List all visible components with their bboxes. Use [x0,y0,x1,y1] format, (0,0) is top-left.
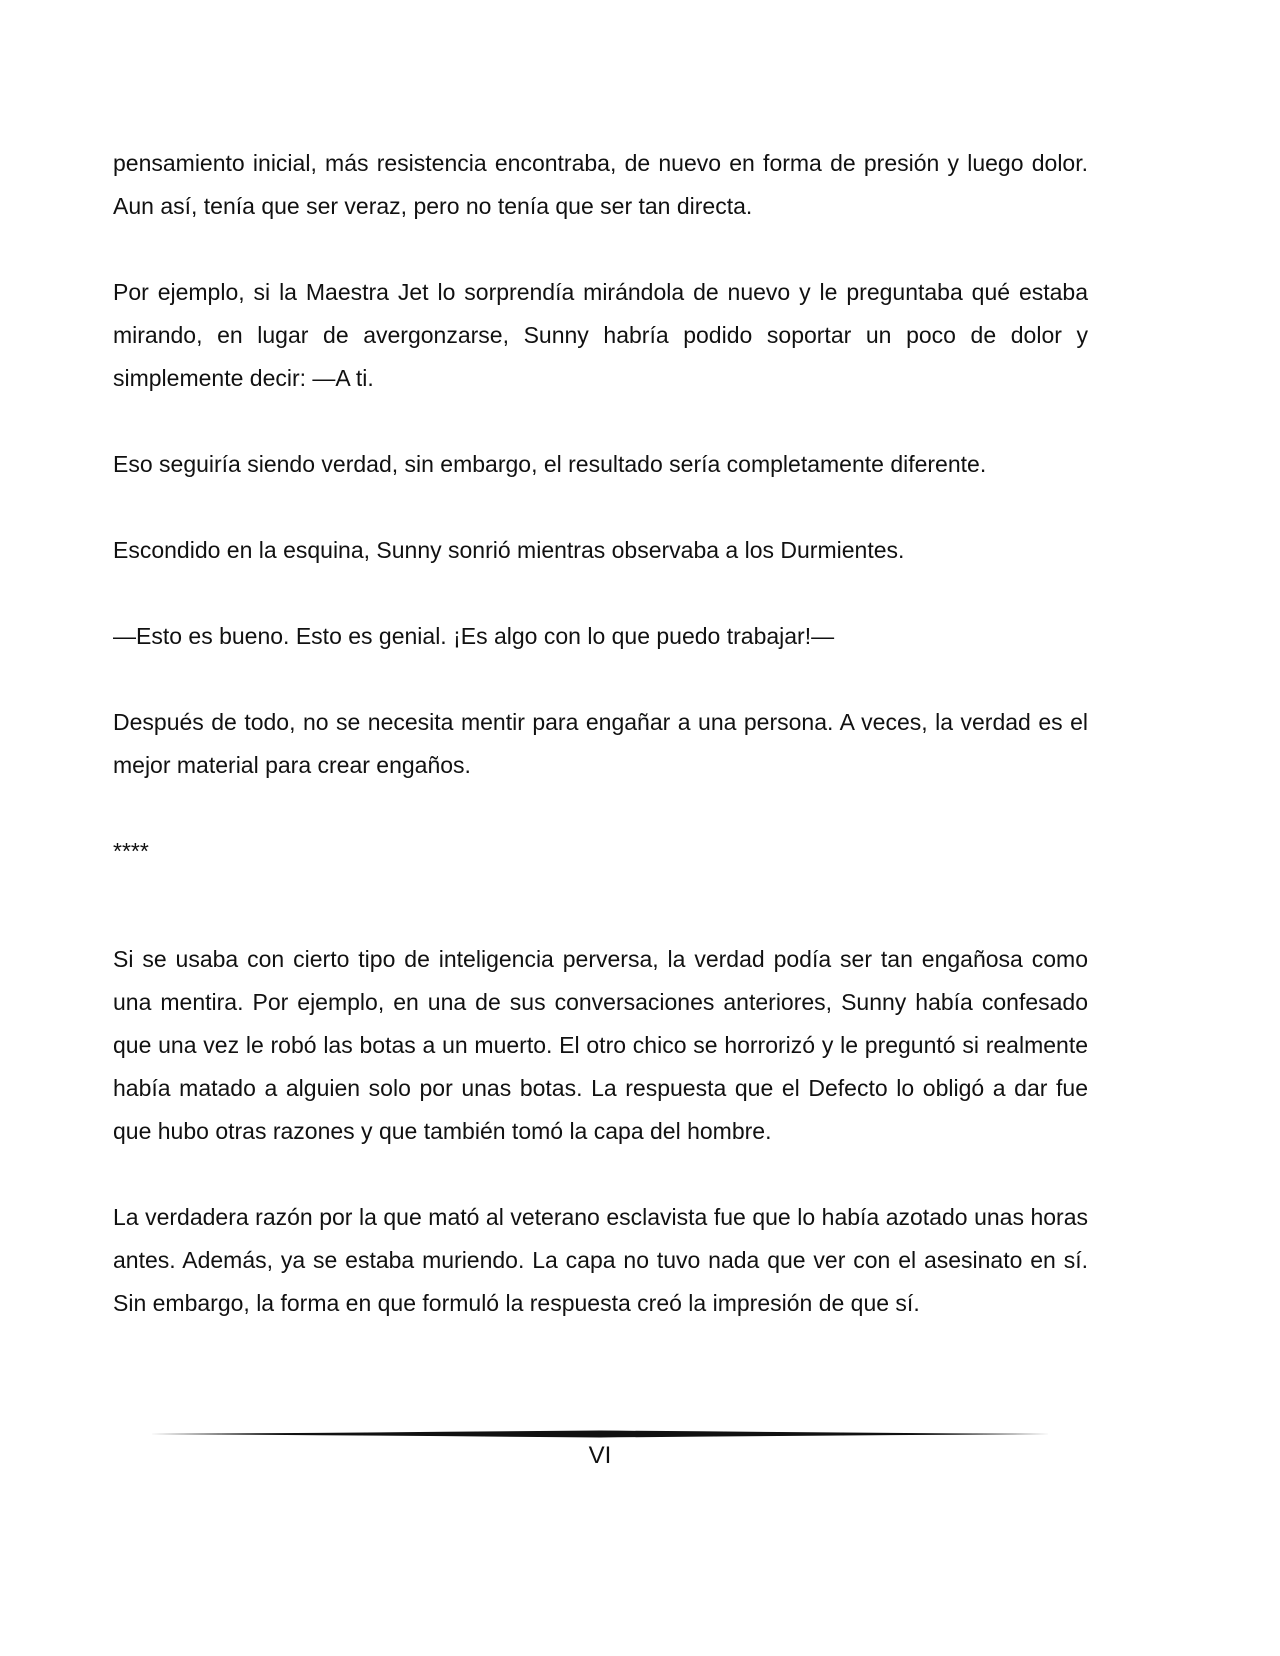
paragraph-gap [113,400,1088,443]
paragraph-gap [113,658,1088,701]
paragraph-gap [113,228,1088,271]
paragraph-4: Escondido en la esquina, Sunny sonrió mientras observaba a los Durmientes. [113,537,905,563]
paragraph-7: Si se usaba con cierto tipo de inteligencia perversa, la verdad podía ser tan engañosa como una mentira. Por ejemplo, en una de sus conversaciones anteriores, Sunny había confesado que una vez le robó las botas a un muerto. El otro chico se horrorizó y le preguntó si realmente había matado a alguien solo por unas botas. La respuesta que el Defecto lo obligó a dar fue que hubo otras razones y que también tomó la capa del hombre. [113,946,1088,1144]
paragraph-gap [113,1153,1088,1196]
page-number: VI [588,1442,612,1469]
paragraph-1: pensamiento inicial, más resistencia encontraba, de nuevo en forma de presión y luego dolor. Aun así, tenía que ser veraz, pero no tenía que ser tan directa. [113,150,1088,219]
paragraph-3: Eso seguiría siendo verdad, sin embargo, el resultado sería completamente diferente. [113,451,987,477]
paragraph-2: Por ejemplo, si la Maestra Jet lo sorprendía mirándola de nuevo y le preguntaba qué estaba mirando, en lugar de avergonzarse, Sunny habría podido soportar un poco de dolor y simplemente decir: —A ti. [113,279,1088,391]
paragraph-6: Después de todo, no se necesita mentir para engañar a una persona. A veces, la verdad es el mejor material para crear engaños. [113,709,1088,778]
paragraph-5: —Esto es bueno. Esto es genial. ¡Es algo con lo que puedo trabajar!— [113,623,835,649]
paragraph-gap [113,787,1088,830]
paragraph-gap [113,572,1088,615]
page-body [113,142,1088,1325]
footer-divider [150,1428,1050,1440]
paragraph-8: La verdadera razón por la que mató al veterano esclavista fue que lo había azotado unas horas antes. Además, ya se estaba muriendo. La capa no tuvo nada que ver con el asesinato en sí. Sin embargo, la forma en que formuló la respuesta creó la impresión de que sí. [113,1204,1088,1316]
section-separator: **** [113,838,149,864]
section-gap [113,873,1088,938]
paragraph-gap [113,486,1088,529]
